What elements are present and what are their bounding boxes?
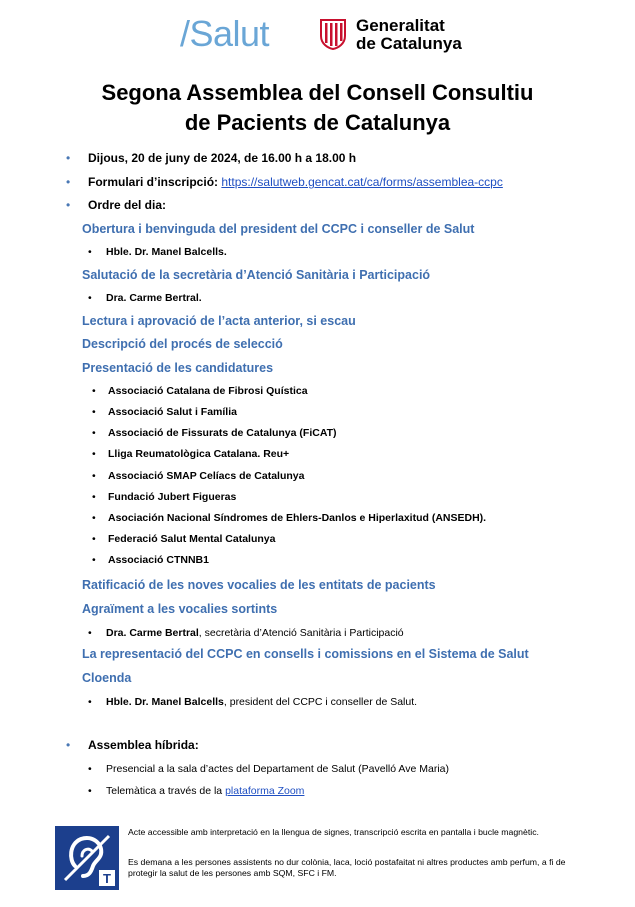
candidate-item: • Associació Salut i Família — [92, 406, 237, 418]
agenda-sub-item: • Dra. Carme Bertral , secretària d’Atenció Sanitària i Participació — [88, 627, 404, 639]
form-item: • Formulari d’inscripció: https://salutweb.gencat.cat/ca/forms/assemblea-ccpc — [66, 175, 503, 189]
agenda-section-7: Agraïment a les vocalies sortints — [82, 602, 278, 616]
candidate-item: • Fundació Jubert Figueras — [92, 491, 237, 503]
bullet-icon: • — [66, 198, 71, 212]
agenda-sub-item: • Hble. Dr. Manel Balcells , president del CCPC i conseller de Salut. — [88, 696, 418, 708]
candidate-item: • Associació de Fissurats de Catalunya (FiCAT) — [92, 427, 337, 439]
candidate-item: • Associació CTNNB1 — [92, 554, 209, 566]
agenda-sub-item: • Dra. Carme Bertral. — [88, 292, 202, 304]
candidate-item: • Lliga Reumatològica Catalana. Reu+ — [92, 448, 290, 460]
candidate-item: • Associació SMAP Celíacs de Catalunya — [92, 470, 305, 482]
candidate-item: • Federació Salut Mental Catalunya — [92, 533, 276, 545]
agenda-section-8: La representació del CCPC en consells i comissions en el Sistema de Salut — [82, 647, 529, 661]
date-item: • Dijous, 20 de juny de 2024, de 16.00 h a 18.00 h — [66, 151, 357, 165]
bullet-icon: • — [66, 738, 71, 752]
hearing-loop-icon — [55, 826, 119, 890]
page-title: Segona Assemblea del Consell Consultiu de Pacients de Catalunya — [101, 80, 534, 135]
agenda-section-4: Descripció del procés de selecció — [82, 337, 283, 351]
agenda-section-6: Ratificació de les noves vocalies de les entitats de pacients — [82, 578, 436, 592]
gencat-wordmark: Generalitat de Catalunya — [356, 16, 462, 53]
zoom-link[interactable]: plataforma Zoom — [225, 785, 305, 797]
form-link[interactable]: https://salutweb.gencat.cat/ca/forms/assemblea-ccpc — [221, 175, 503, 189]
agenda-section-3: Lectura i aprovació de l’acta anterior, si escau — [82, 314, 356, 328]
agenda-label-item: • Ordre del dia: — [66, 198, 167, 212]
agenda-section-1: Obertura i benvinguda del president del CCPC i conseller de Salut — [82, 222, 475, 236]
agenda-sub-item: • Hble. Dr. Manel Balcells. — [88, 246, 227, 258]
svg-text:T: T — [103, 871, 111, 886]
hybrid-item: • Presencial a la sala d’actes del Departament de Salut (Pavelló Ave Maria) — [88, 763, 449, 775]
gencat-emblem — [318, 18, 348, 50]
salut-logo: /Salut — [180, 13, 270, 54]
hybrid-item: • Telemàtica a través de la plataforma Zoom — [88, 785, 305, 797]
accessibility-note: Acte accessible amb interpretació en la llengua de signes, transcripció escrita en pantalla i bucle magnètic. — [128, 827, 539, 837]
bullet-icon: • — [66, 151, 71, 165]
fragrance-note: Es demana a les persones assistents no dur colònia, laca, loció postafaitat ni altres productes amb perfum, a fi de protegir la salut de les persones amb SQM, SFC i FM. — [128, 857, 566, 878]
bullet-icon: • — [66, 175, 71, 189]
candidate-item: • Asociación Nacional Síndromes de Ehlers-Danlos e Hiperlaxitud (ANSEDH). — [92, 512, 487, 524]
candidate-item: • Associació Catalana de Fibrosi Quística — [92, 385, 308, 397]
agenda-section-9: Cloenda — [82, 671, 132, 685]
agenda-section-2: Salutació de la secretària d’Atenció Sanitària i Participació — [82, 268, 431, 282]
agenda-section-5: Presentació de les candidatures — [82, 361, 274, 375]
hybrid-label-item: • Assemblea híbrida: — [66, 738, 199, 752]
